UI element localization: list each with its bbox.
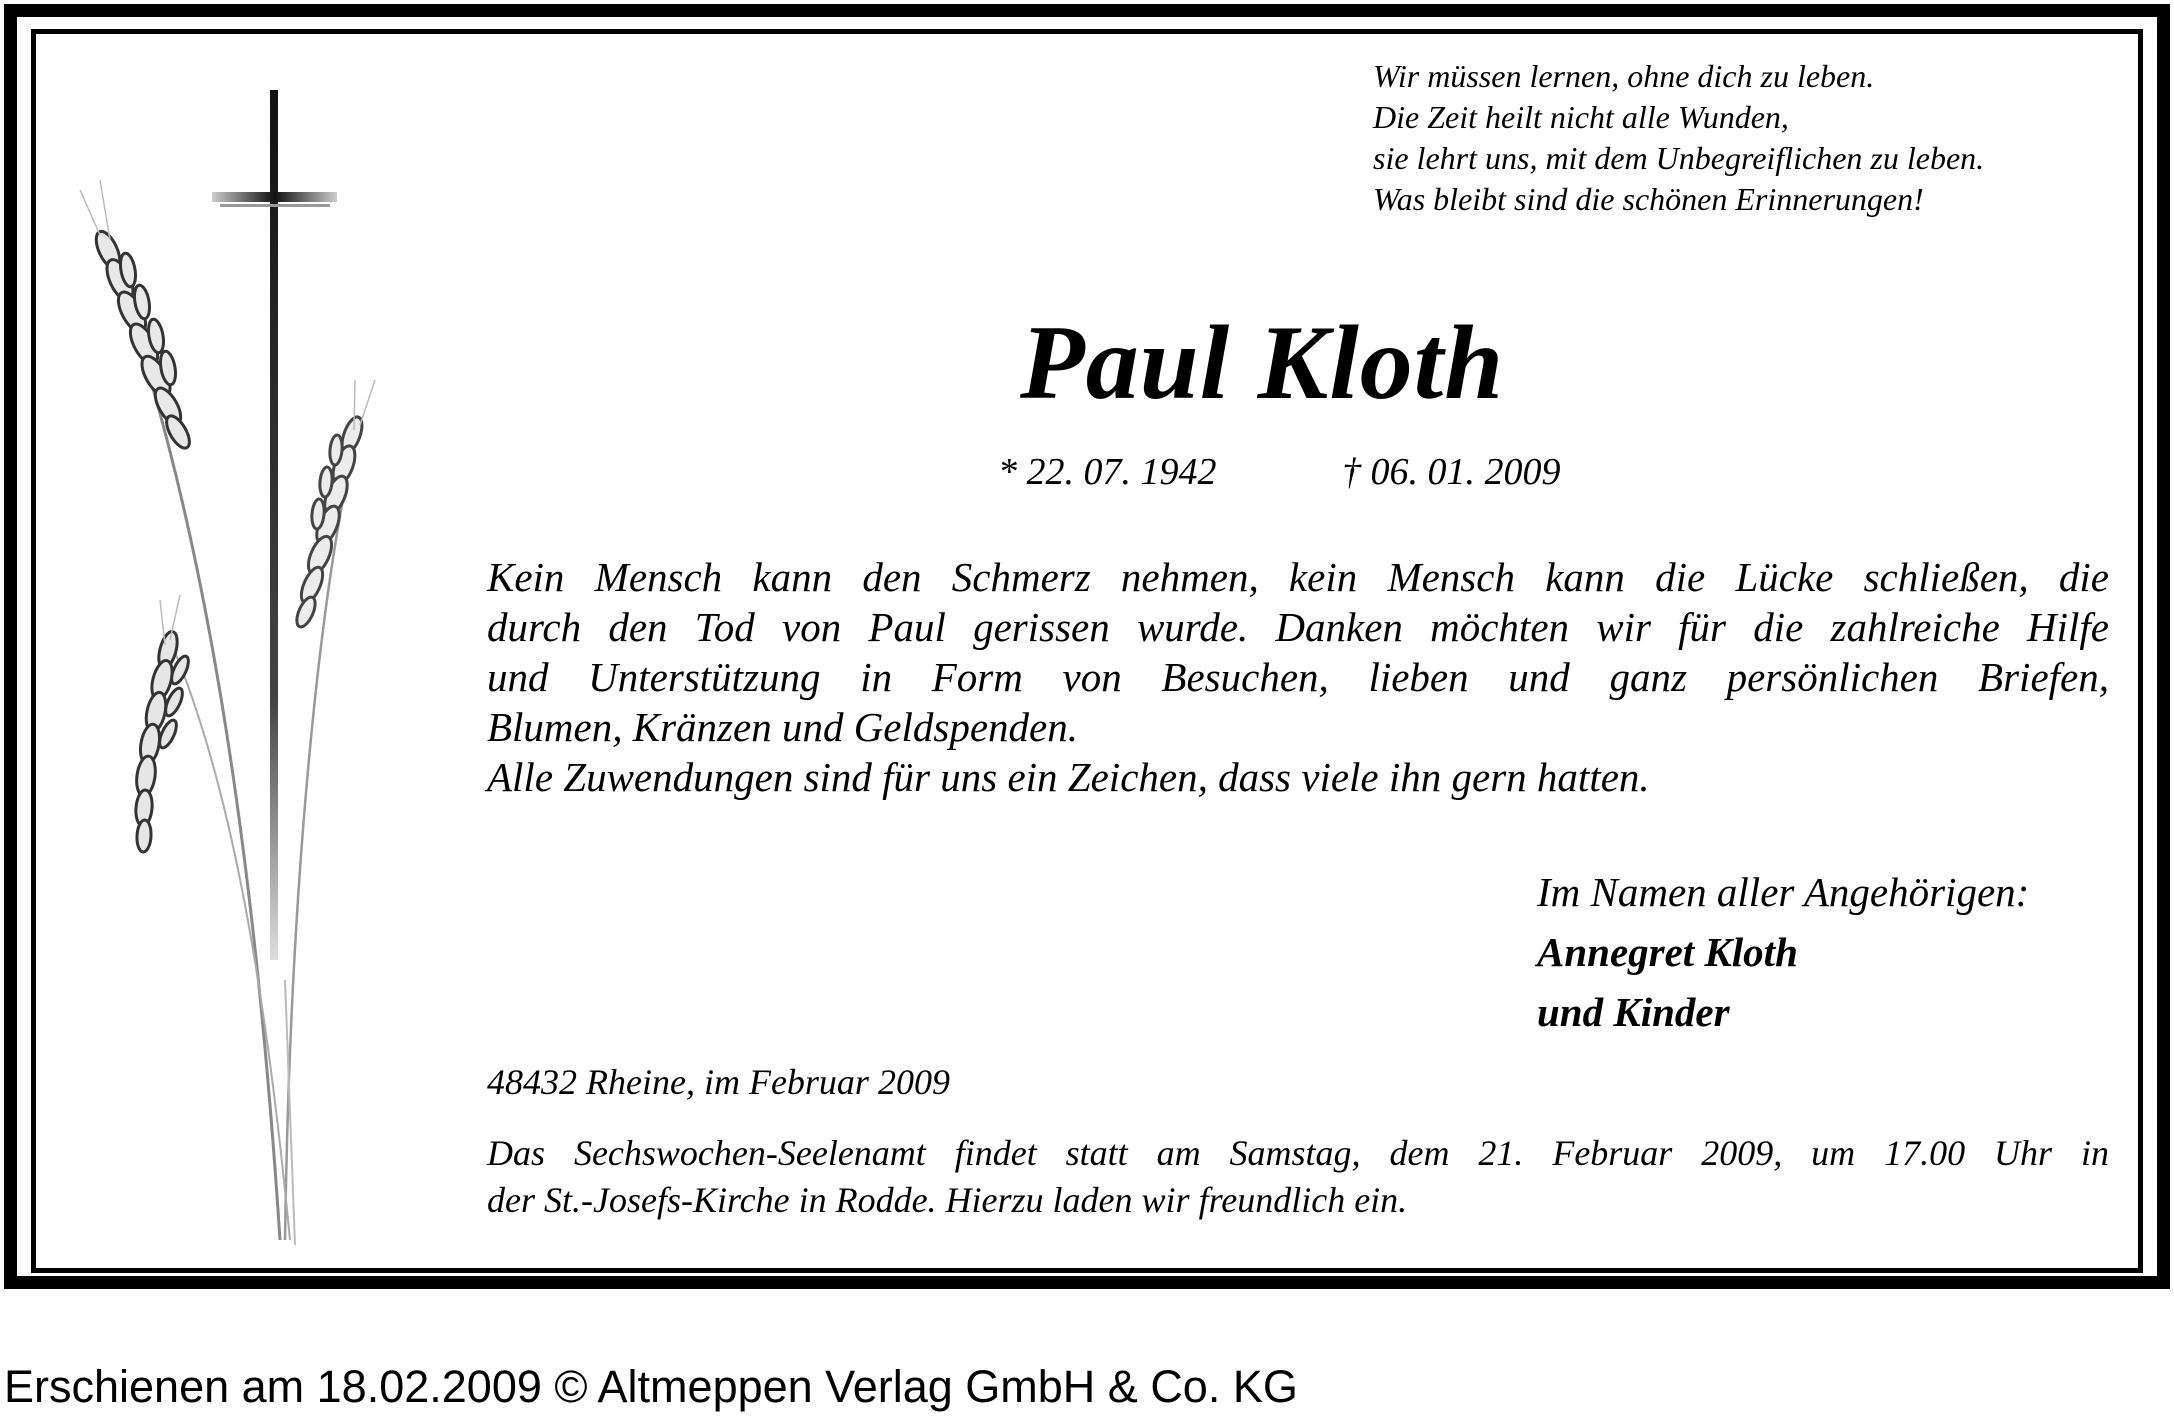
motto-line: Wir müssen lernen, ohne dich zu leben. [1373,58,1875,94]
body-line: durch den Tod von Paul gerissen wurde. Danken möchten wir für die zahlreiche Hilfe [487,604,2109,650]
body-line: Kein Mensch kann den Schmerz nehmen, kein Mensch kann die Lücke schließen, die [487,554,2109,600]
motto-line: sie lehrt uns, mit dem Unbegreiflichen zu leben. [1373,140,1985,176]
cross-with-wheat-icon [70,80,400,1250]
death-date: † 06. 01. 2009 [1342,451,1561,493]
place-date: 48432 Rheine, im Februar 2009 [487,1062,950,1102]
service-notice [487,1130,2109,1224]
body-line: Alle Zuwendungen sind für uns ein Zeichen, dass viele ihn gern hatten. [487,754,1650,800]
motto-verse [1373,56,2133,220]
notice-line: Das Sechswochen-Seelenamt findet statt am Samstag, dem 21. Februar 2009, um 17.00 Uhr in [487,1133,2109,1173]
life-dates [998,448,1561,496]
signature-block [1537,862,2029,1042]
notice-line: der St.-Josefs-Kirche in Rodde. Hierzu laden wir freundlich ein. [487,1180,1408,1220]
motto-line: Die Zeit heilt nicht alle Wunden, [1373,99,1789,135]
signature-intro: Im Namen aller Angehörigen: [1537,869,2030,915]
signature-name: Annegret Kloth [1537,929,1798,975]
body-line: Blumen, Kränzen und Geldspenden. [487,704,1078,750]
deceased-name: Paul Kloth [1020,304,1505,421]
signature-family: und Kinder [1537,989,1730,1035]
motto-line: Was bleibt sind die schönen Erinnerungen! [1373,181,1924,217]
body-line: und Unterstützung in Form von Besuchen, lieben und ganz persönlichen Briefen, [487,654,2109,700]
publication-footer: Erschienen am 18.02.2009 © Altmeppen Verlag GmbH & Co. KG [4,1361,1298,1412]
thank-you-text [487,552,2109,802]
birth-date: * 22. 07. 1942 [998,451,1217,493]
